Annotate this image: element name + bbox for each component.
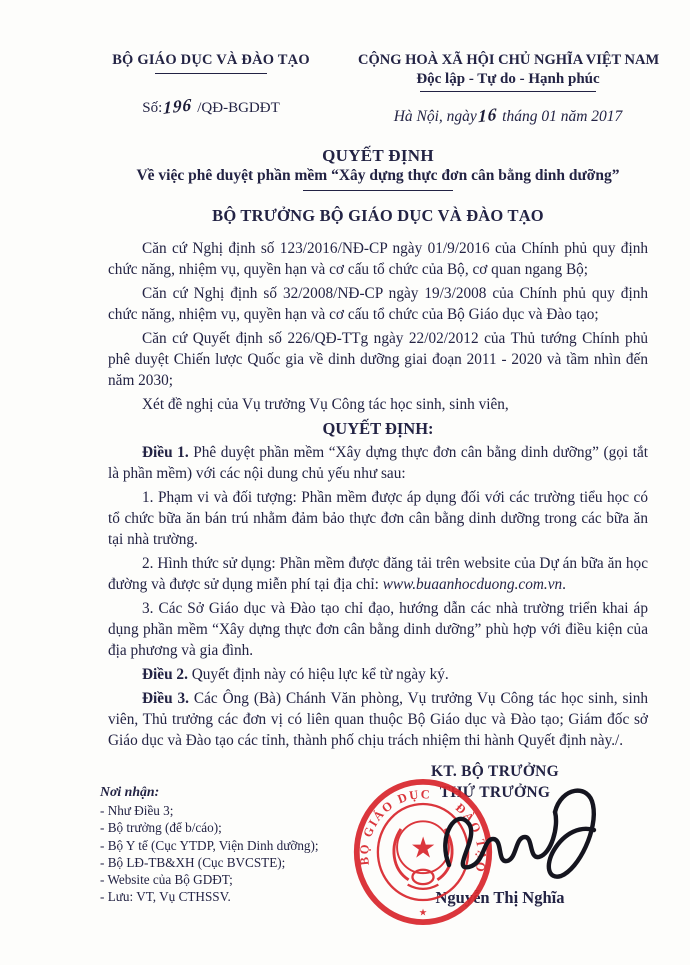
decision-heading: QUYẾT ĐỊNH:: [322, 419, 434, 438]
decision-subject: Về việc phê duyệt phần mềm “Xây dựng thực đơn cân bằng dinh dưỡng”: [136, 167, 620, 184]
article-label: Điều 1.: [142, 444, 189, 461]
stamp-bottom-star-icon: ★: [418, 907, 428, 919]
recipient-item: - Bộ Y tế (Cục YTDP, Viện Dinh dưỡng);: [100, 837, 319, 853]
divider-line: [420, 91, 596, 92]
article-1-paragraph: Điều 1. Phê duyệt phần mềm “Xây dựng thực đơn cân bằng dinh dưỡng” (gọi tắt là phần mềm) với các nội dung chủ yếu như sau:: [108, 444, 648, 482]
date-handwritten: 16: [477, 103, 498, 127]
recipient-item: - Bộ trưởng (để b/cáo);: [100, 820, 222, 836]
issuing-org-block: [76, 52, 346, 126]
title-block: [108, 146, 648, 226]
article-3-paragraph: Điều 3. Các Ông (Bà) Chánh Văn phòng, Vụ trưởng Vụ Công tác học sinh, sinh viên, Thủ trưởng các đơn vị có liên quan thuộc Bộ Giáo dục và Đào tạo; Giám đốc sở Giáo dục và Đào tạo các tỉnh, thành phố chịu trách nhiệm thi hành Quyết định này./.: [108, 690, 648, 749]
recipient-item: - Bộ LĐ-TB&XH (Cục BVCSTE);: [100, 854, 286, 870]
item-2-paragraph: 2. Hình thức sử dụng: Phần mềm được đăng tải trên website của Dự án bữa ăn học đường và được sử dụng miễn phí tại địa chỉ: www.buaanhocduong.com.vn.: [108, 555, 648, 593]
doc-number-suffix: /QĐ-BGDĐT: [197, 100, 280, 116]
item-3-paragraph: 3. Các Sở Giáo dục và Đào tạo chỉ đạo, hướng dẫn các nhà trường triển khai áp dụng phần mềm “Xây dựng thực đơn cân bằng dinh dưỡng” phù hợp với điều kiện của địa phương và gia đình.: [108, 600, 648, 659]
website-url: www.buaanhocduong.com.vn: [382, 576, 563, 593]
preamble-paragraph: Căn cứ Nghị định số 123/2016/NĐ-CP ngày 01/9/2016 của Chính phủ quy định chức năng, nhiệm vụ, quyền hạn và cơ cấu tổ chức của Bộ, cơ quan ngang Bộ;: [108, 240, 648, 278]
national-motto: Độc lập - Tự do - Hạnh phúc: [416, 71, 600, 87]
stamp-left-text: BỘ GIÁO DỤC: [357, 787, 433, 866]
divider-line: [155, 73, 267, 74]
place-date-line: Hà Nội, ngày16 tháng 01 năm 2017: [393, 103, 623, 127]
doc-number-handwritten: 196: [163, 94, 193, 118]
preamble-paragraph: Căn cứ Nghị định số 32/2008/NĐ-CP ngày 19/3/2008 của Chính phủ quy định chức năng, nhiệm vụ, quyền hạn và cơ cấu tổ chức của Bộ Giáo dục và Đào tạo;: [108, 285, 648, 323]
article-label: Điều 3.: [142, 690, 189, 707]
issuer-title: BỘ TRƯỞNG BỘ GIÁO DỤC VÀ ĐÀO TẠO: [212, 206, 544, 225]
sign-role: THỨ TRƯỞNG: [439, 784, 551, 801]
recipients-label: Nơi nhận:: [100, 784, 160, 799]
stamp-right-text: ĐÀO TẠO: [452, 800, 489, 875]
stamp-star-icon: ★: [410, 832, 436, 865]
sign-authority: KT. BỘ TRƯỞNG: [430, 763, 560, 780]
document-header: [0, 0, 690, 126]
document-number: [76, 96, 346, 117]
preamble-paragraph: Căn cứ Quyết định số 226/QĐ-TTg ngày 22/02/2012 của Thủ tướng Chính phủ phê duyệt Chiến lược Quốc gia về dinh dưỡng giai đoạn 2011 - 2020 và tầm nhìn đến năm 2030;: [108, 330, 648, 389]
article-label: Điều 2.: [142, 666, 188, 683]
recipients-block: [100, 783, 319, 905]
title-underline: [303, 190, 453, 191]
recipient-item: - Lưu: VT, Vụ CTHSSV.: [100, 889, 231, 905]
ministry-name: BỘ GIÁO DỤC VÀ ĐÀO TẠO: [112, 52, 310, 68]
item-1-paragraph: 1. Phạm vi và đối tượng: Phần mềm được áp dụng đối với các trường tiểu học có tổ chức bữa ăn bán trú nhằm đảm bảo thực đơn cân bằng dinh dưỡng trong các bữa ăn tại nhà trường.: [108, 489, 648, 548]
document-body: [108, 238, 648, 751]
article-2-paragraph: Điều 2. Quyết định này có hiệu lực kể từ ngày ký.: [142, 666, 449, 683]
preamble-paragraph: Xét đề nghị của Vụ trưởng Vụ Công tác học sinh, sinh viên,: [142, 396, 509, 413]
decision-title: QUYẾT ĐỊNH: [322, 146, 434, 165]
national-title: CỘNG HOÀ XÃ HỘI CHỦ NGHĨA VIỆT NAM: [358, 52, 660, 68]
handwritten-signature-graphic: [427, 777, 605, 895]
doc-number-prefix: Số:: [142, 100, 163, 116]
recipient-item: - Website của Bộ GDĐT;: [100, 872, 233, 888]
national-header-block: [358, 52, 658, 126]
signer-name: Nguyễn Thị Nghĩa: [435, 888, 565, 907]
recipient-item: - Như Điều 3;: [100, 803, 174, 819]
